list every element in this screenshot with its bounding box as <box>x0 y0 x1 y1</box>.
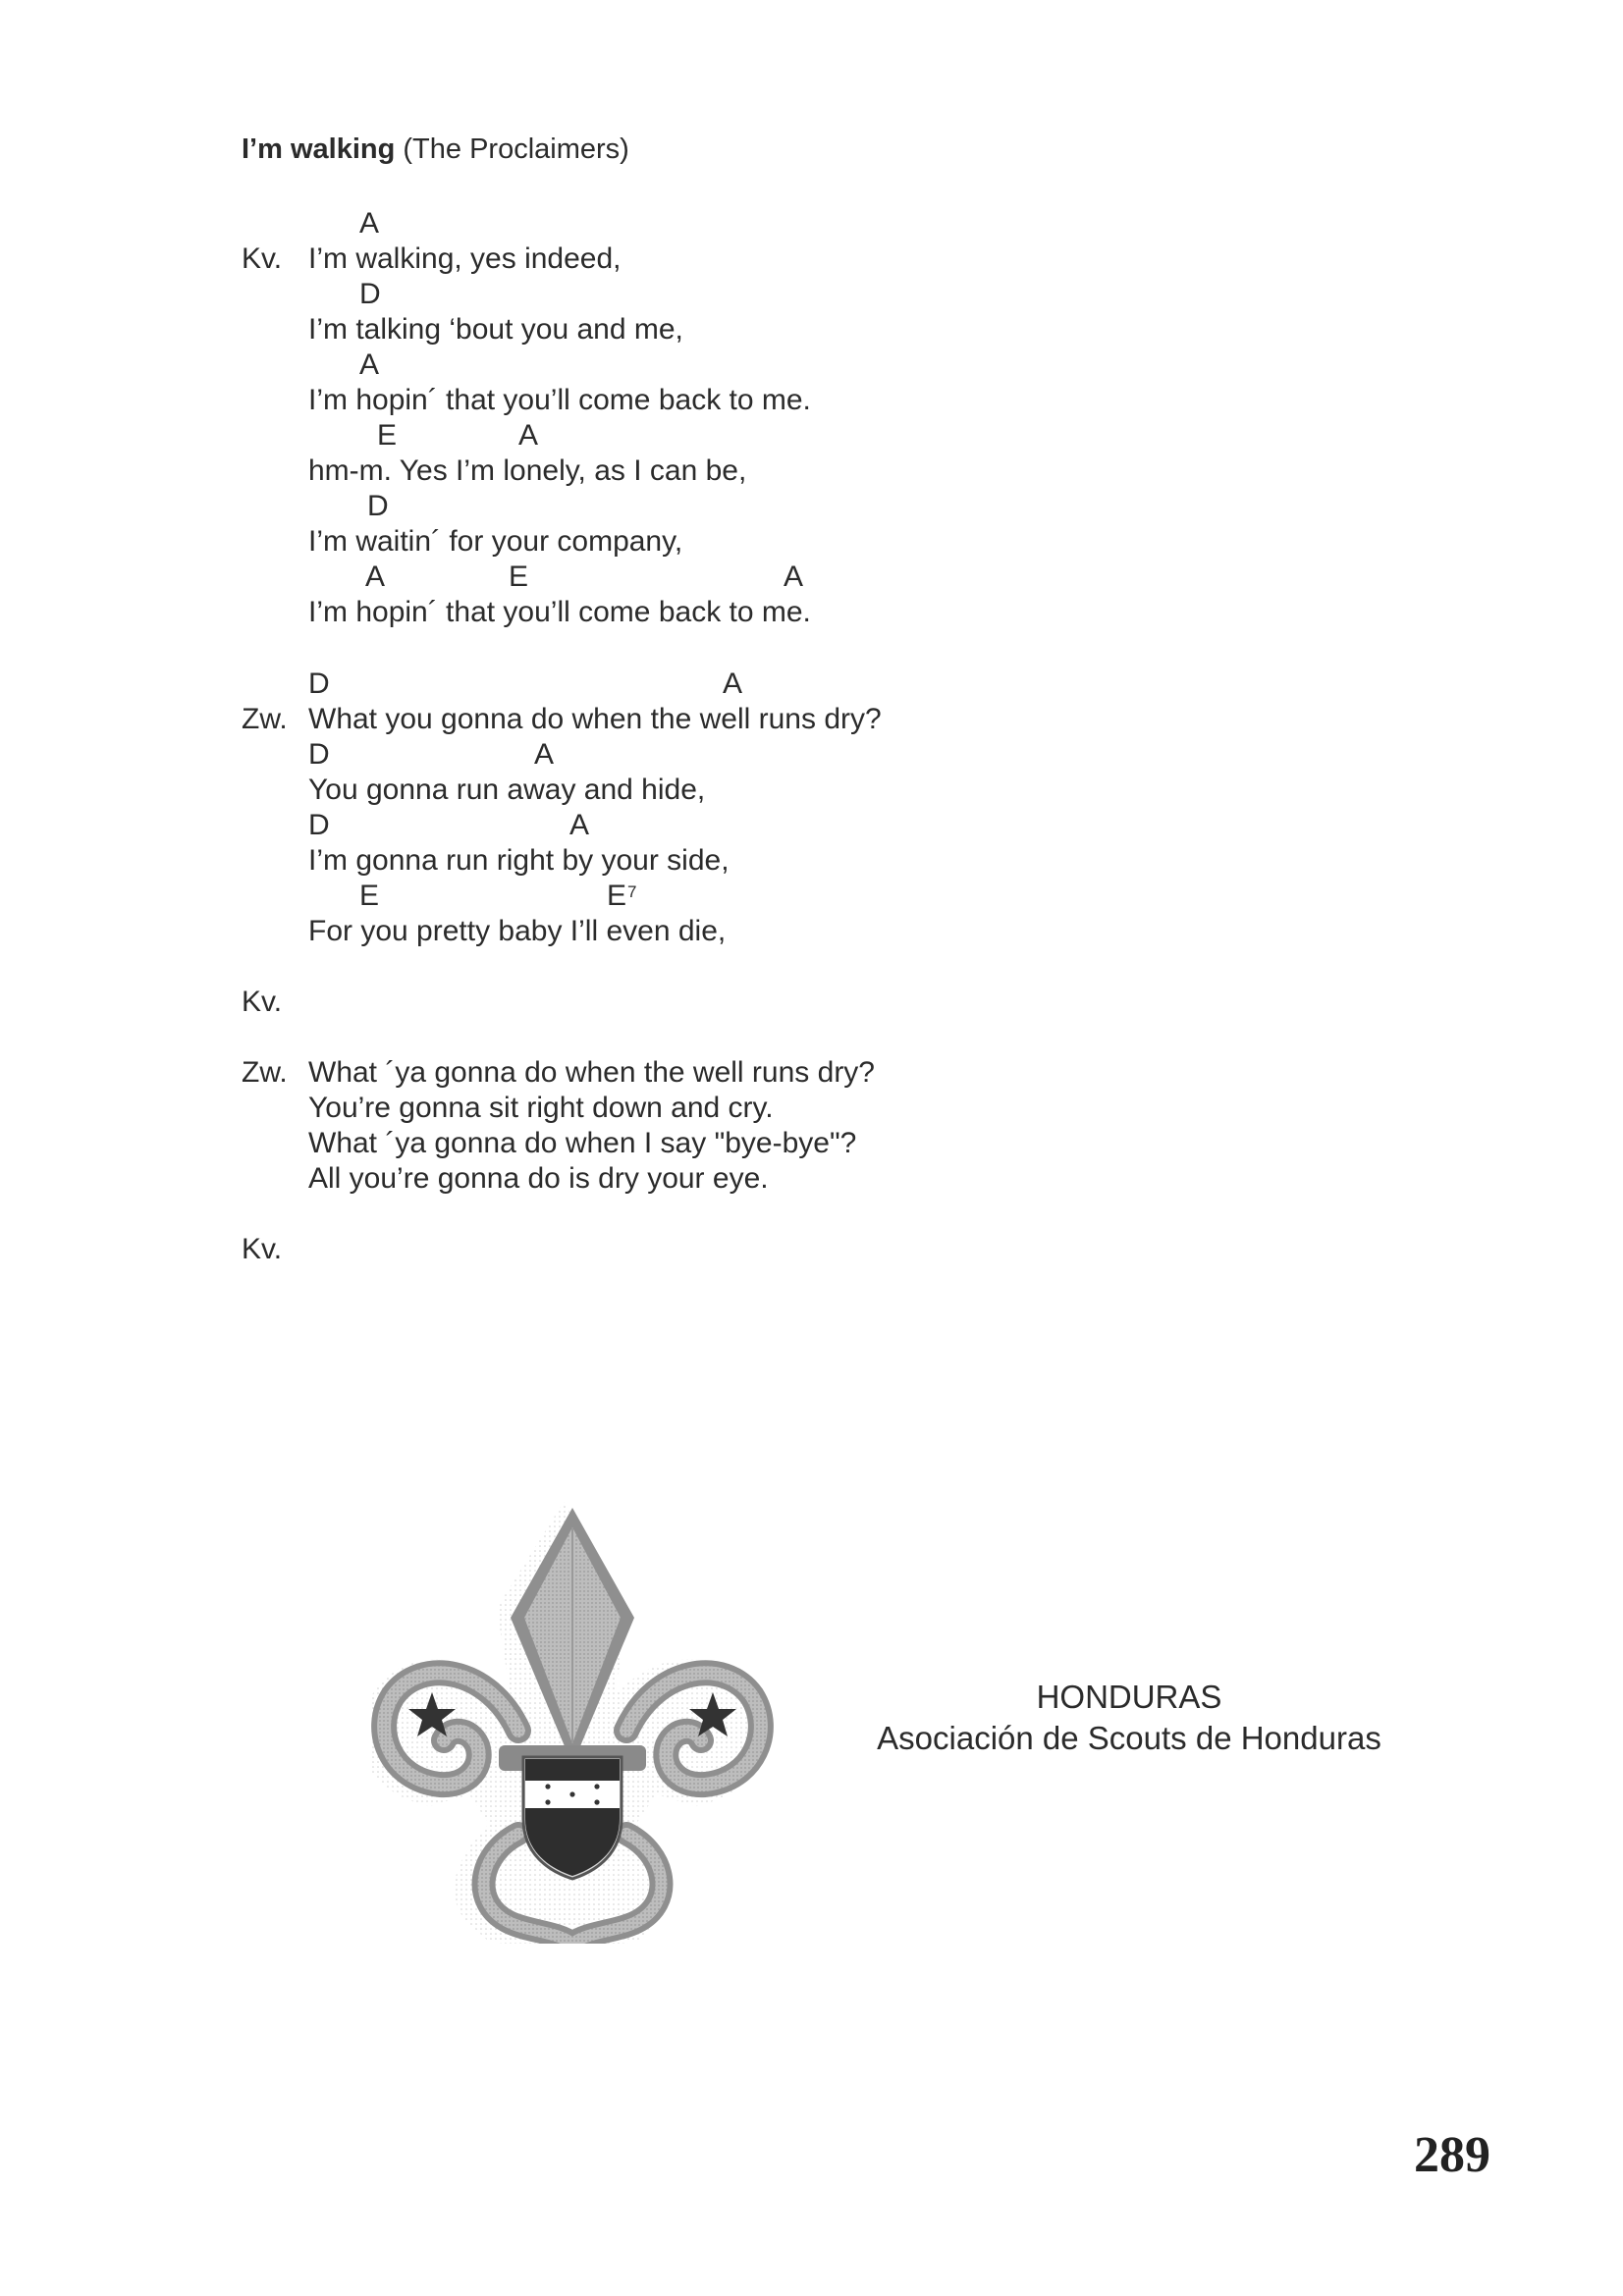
lyric-line: I’m walking, yes indeed, <box>308 242 622 275</box>
lyric-line: You’re gonna sit right down and cry. <box>308 1092 774 1124</box>
lyric-line: hm-m. Yes I’m lonely, as I can be, <box>308 454 747 487</box>
lyric-line: I’m hopin´ that you’ll come back to me. <box>308 384 811 416</box>
chord: D <box>367 490 389 522</box>
chord: D <box>308 809 330 841</box>
chord: D <box>308 667 330 700</box>
verse-label: Zw. <box>242 703 288 735</box>
chord: D <box>308 738 330 771</box>
verse-label: Zw. <box>242 1056 288 1089</box>
association-country: HONDURAS <box>1036 1679 1222 1715</box>
association-caption <box>844 1677 1414 1759</box>
chord: A <box>359 348 380 381</box>
lyric-line: I’m waitin´ for your company, <box>308 525 683 558</box>
scout-fleur-de-lis-emblem <box>371 1500 774 1944</box>
chord-extension: 7 <box>627 882 637 901</box>
chord: D <box>359 278 381 310</box>
lyric-line: I’m gonna run right by your side, <box>308 844 730 877</box>
chord: A <box>784 561 804 593</box>
chord: A <box>365 561 386 593</box>
chorus-repeat-label: Kv. <box>242 986 283 1018</box>
chord-root: E <box>607 880 627 912</box>
lyric-line: I’m talking ‘bout you and me, <box>308 313 683 346</box>
lyric-line: For you pretty baby I’ll even die, <box>308 915 727 947</box>
chord-e7 <box>607 879 636 914</box>
association-name: Asociación de Scouts de Honduras <box>877 1720 1381 1756</box>
chord: A <box>723 667 743 700</box>
chord: E <box>359 880 380 912</box>
shield-top-stripe <box>525 1759 620 1781</box>
lyric-line: What ´ya gonna do when I say "bye-bye"? <box>308 1127 857 1159</box>
lyric-line: I’m hopin´ that you’ll come back to me. <box>308 596 811 628</box>
chord: A <box>534 738 555 771</box>
chord: A <box>359 207 380 240</box>
lyric-line: What ´ya gonna do when the well runs dry? <box>308 1056 875 1089</box>
lyric-line: What you gonna do when the well runs dry? <box>308 703 882 735</box>
lyric-line: All you’re gonna do is dry your eye. <box>308 1162 769 1195</box>
chorus-label: Kv. <box>242 242 283 275</box>
chord: E <box>377 419 398 452</box>
chorus-repeat-label: Kv. <box>242 1233 283 1265</box>
song-name: I’m walking <box>242 133 396 165</box>
lyric-line: You gonna run away and hide, <box>308 774 706 806</box>
song-title <box>242 132 629 167</box>
chord: A <box>518 419 539 452</box>
chord: E <box>509 561 529 593</box>
song-artist: (The Proclaimers) <box>403 133 629 165</box>
chord: A <box>569 809 590 841</box>
page-number: 289 <box>1414 2127 1490 2183</box>
